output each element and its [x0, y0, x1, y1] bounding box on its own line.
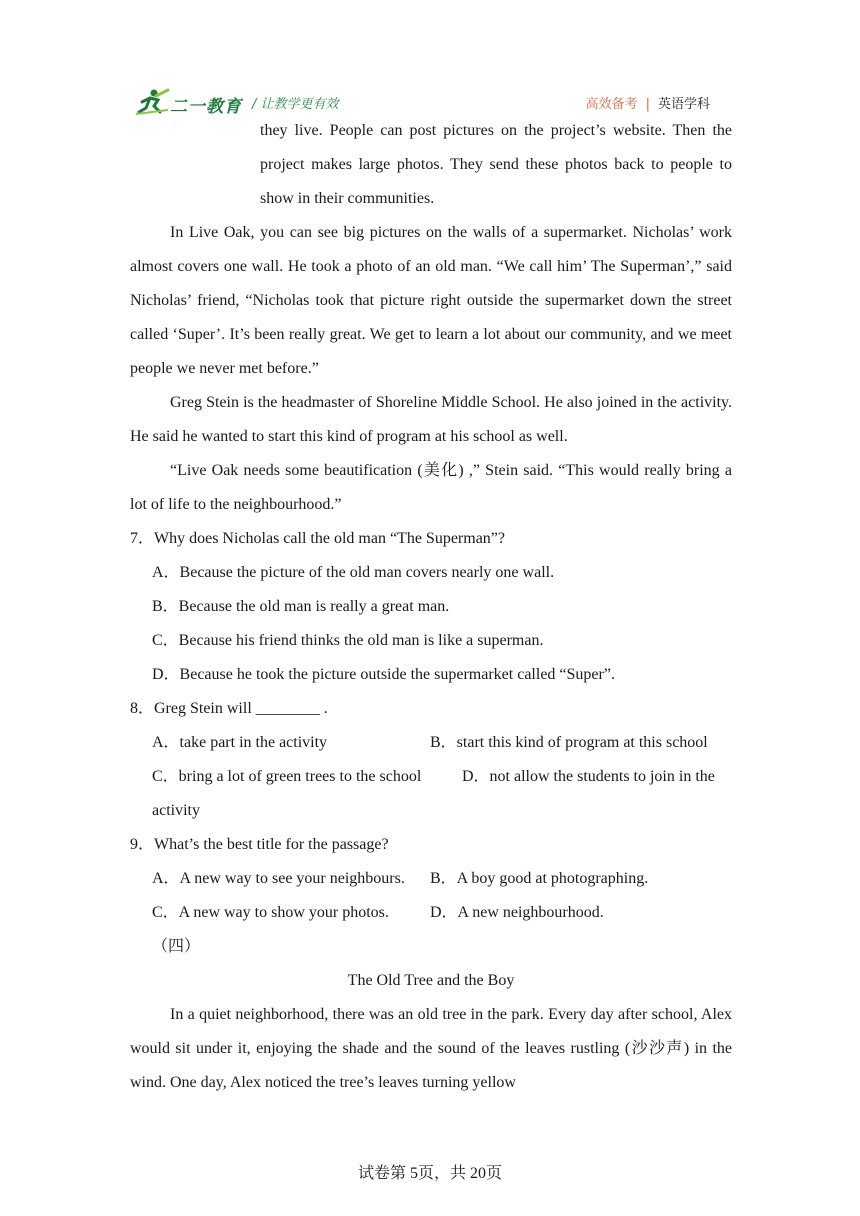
section-paragraph-1: In a quiet neighborhood, there was an old tree in the park. Every day after school, Alex would sit under it, enjoying the shade and the sound of the leaves rustling (沙沙声) in the wind. One day, Alex noticed the tree’s leaves turning yellow: [130, 1006, 732, 1091]
question-7-option-a: A．Because the picture of the old man covers nearly one wall.: [152, 564, 555, 581]
question-7-option-c: C．Because his friend thinks the old man is like a superman.: [152, 632, 544, 649]
section-title: The Old Tree and the Boy: [347, 972, 515, 989]
question-8-option-c: C．bring a lot of green trees to the school: [152, 768, 422, 785]
question-8-options-row-2: [130, 760, 732, 828]
passage-paragraph-1: they live. People can post pictures on the project’s website. Then the project makes large photos. They send these photos back to people to show in their communities.: [260, 122, 732, 207]
question-8-option-a: A．take part in the activity: [152, 734, 328, 751]
question-7-option-d: D．Because he took the picture outside the supermarket called “Super”.: [152, 666, 615, 683]
section-label: （四）: [152, 938, 201, 955]
page-footer: 试卷第 5页，共 20页: [357, 1165, 502, 1182]
header-right: [586, 93, 710, 112]
question-9-options-row-1: [130, 862, 732, 896]
question-7: 7．Why does Nicholas call the old man “The Superman”?: [130, 530, 505, 547]
document-body: [130, 114, 732, 1100]
question-8-options-row-1: [130, 726, 732, 760]
header-tag: 高效备考: [585, 97, 638, 112]
runner-logo-icon: [134, 88, 170, 116]
header-slogan: / 让教学更有效: [252, 97, 339, 112]
question-8: 8．Greg Stein will ________ .: [130, 700, 328, 717]
passage-paragraph-4: “Live Oak needs some beautification (美化) ,” Stein said. “This would really bring a lot of life to the neighbourhood.”: [130, 462, 732, 513]
question-8-option-b: B．start this kind of program at this school: [430, 734, 708, 751]
header-separator: |: [645, 97, 650, 112]
passage-paragraph-3: Greg Stein is the headmaster of Shoreline Middle School. He also joined in the activity. He said he wanted to start this kind of program at his school as well.: [130, 394, 732, 445]
header-subject: 英语学科: [657, 97, 710, 112]
logo-text: 二一教育: [170, 97, 242, 117]
question-8-option-d: D．not allow the students to join in the activity: [152, 768, 715, 819]
question-9-options-row-2: [130, 896, 732, 930]
question-9: 9．What’s the best title for the passage?: [130, 836, 389, 853]
question-9-option-d: D．A new neighbourhood.: [430, 904, 604, 921]
question-9-option-a: A．A new way to see your neighbours.: [152, 870, 405, 887]
question-7-option-b: B．Because the old man is really a great man.: [152, 598, 450, 615]
question-9-option-c: C．A new way to show your photos.: [152, 904, 389, 921]
passage-paragraph-2: In Live Oak, you can see big pictures on the walls of a supermarket. Nicholas’ work almost covers one wall. He took a photo of an old man. “We call him’ The Superman’,” said Nicholas’ friend, “Nicholas took that picture right outside the supermarket down the street called ‘Super’. It’s been really great. We get to learn a lot about our community, and we meet people we never met before.”: [130, 224, 732, 377]
question-9-option-b: B．A boy good at photographing.: [430, 870, 649, 887]
